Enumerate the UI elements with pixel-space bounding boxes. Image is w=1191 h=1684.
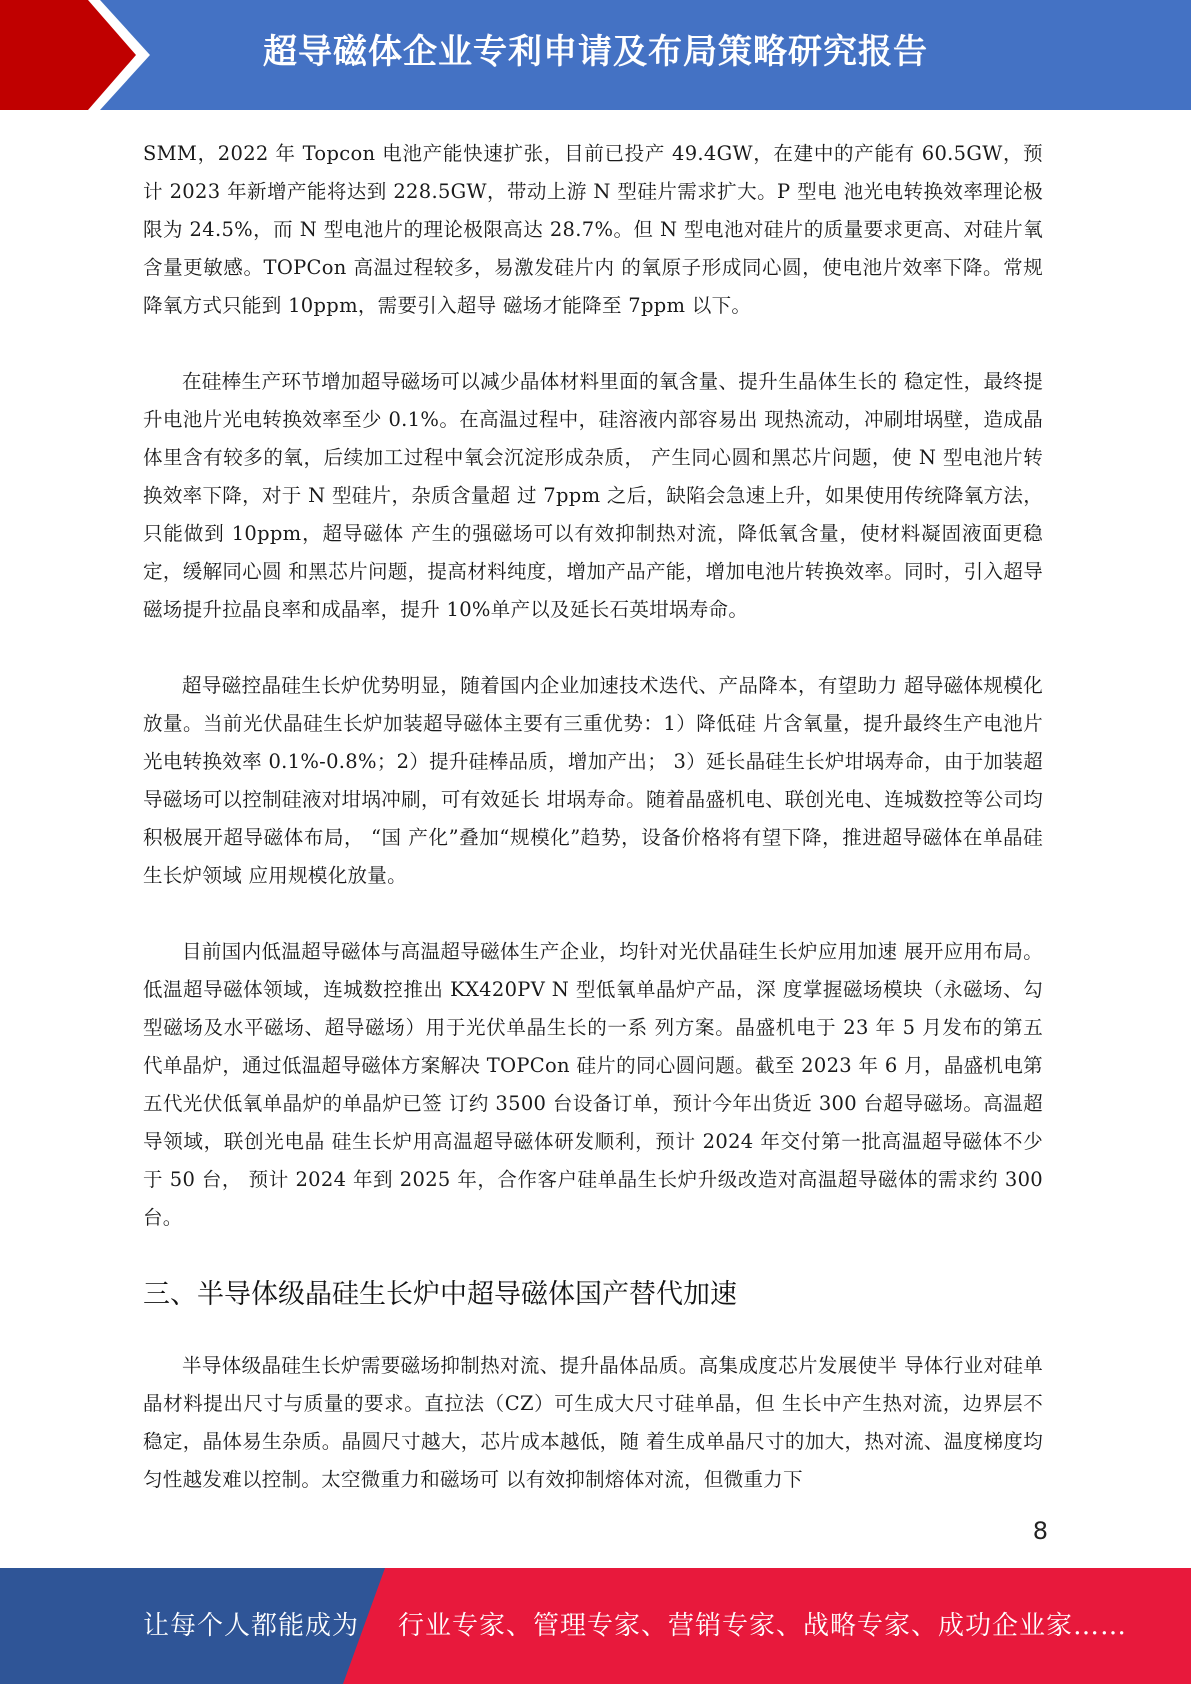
paragraph-4: 目前国内低温超导磁体与高温超导磁体生产企业，均针对光伏晶硅生长炉应用加速 展开应用布局。低温超导磁体领域，连城数控推出 KX420PV N 型低氧单晶炉产品，深 度掌握磁场模块（永磁场、勾型磁场及水平磁场、超导磁场）用于光伏单晶生长的一系 列方案。晶盛机电于 23 年 5 月发布的第五代单晶炉，通过低温超导磁体方案解决 TOPCon 硅片的同心圆问题。截至 2023 年 6 月，晶盛机电第五代光伏低氧单晶炉的单晶炉已签 订约 3500 台设备订单，预计今年出货近 300 台超导磁场。高温超导领域，联创光电晶 硅生长炉用高温超导磁体研发顺利，预计 2024 年交付第一批高温超导磁体不少于 50 台， 预计 2024 年到 2025 年，合作客户硅单晶生长炉升级改造对高温超导磁体的需求约 300 台。 xyxy=(143,940,1043,1229)
report-title: 超导磁体企业专利申请及布局策略研究报告 xyxy=(263,32,928,72)
section-paragraph: 半导体级晶硅生长炉需要磁场抑制热对流、提升晶体品质。高集成度芯片发展使半 导体行业对硅单晶材料提出尺寸与质量的要求。直拉法（CZ）可生成大尺寸硅单晶，但 生长中产生热对流，边界层不稳定，晶体易生杂质。晶圆尺寸越大，芯片成本越低，随 着生成单晶尺寸的加大，热对流、温度梯度均匀性越发难以控制。太空微重力和磁场可 以有效抑制熔体对流，但微重力下 xyxy=(143,1354,1043,1491)
footer-slogan-right: 行业专家、管理专家、营销专家、战略专家、成功企业家…… xyxy=(398,1611,1128,1641)
paragraph-2: 在硅棒生产环节增加超导磁场可以减少晶体材料里面的氧含量、提升生晶体生长的 稳定性，最终提升电池片光电转换效率至少 0.1%。在高温过程中，硅溶液内部容易出 现热流动，冲刷坩埚壁，造成晶体里含有较多的氧，后续加工过程中氧会沉淀形成杂质， 产生同心圆和黑芯片问题，使 N 型电池片转换效率下降，对于 N 型硅片，杂质含量超 过 7ppm 之后，缺陷会急速上升，如果使用传统降氧方法，只能做到 10ppm，超导磁体 产生的强磁场可以有效抑制热对流，降低氧含量，使材料凝固液面更稳定，缓解同心圆 和黑芯片问题，提高材料纯度，增加产品产能，增加电池片转换效率。同时，引入超导 磁场提升拉晶良率和成晶率，提升 10%单产以及延长石英坩埚寿命。 xyxy=(143,370,1043,621)
footer-slogan-left: 让每个人都能成为 xyxy=(143,1611,360,1641)
page-header xyxy=(0,0,1191,110)
page-number: 8 xyxy=(1032,1517,1048,1545)
section-heading: 三、半导体级晶硅生长炉中超导磁体国产替代加速 xyxy=(143,1279,737,1310)
page-footer xyxy=(0,1568,1191,1684)
paragraph-1: SMM，2022 年 Topcon 电池产能快速扩张，目前已投产 49.4GW，在建中的产能有 60.5GW，预计 2023 年新增产能将达到 228.5GW，带动上游 N 型硅片需求扩大。P 型电 池光电转换效率理论极限为 24.5%，而 N 型电池片的理论极限高达 28.7%。但 N 型电池对硅片的质量要求更高、对硅片氧含量更敏感。TOPCon 高温过程较多，易激发硅片内 的氧原子形成同心圆，使电池片效率下降。常规降氧方式只能到 10ppm，需要引入超导 磁场才能降至 7ppm 以下。 xyxy=(143,142,1044,317)
paragraph-3: 超导磁控晶硅生长炉优势明显，随着国内企业加速技术迭代、产品降本，有望助力 超导磁体规模化放量。当前光伏晶硅生长炉加装超导磁体主要有三重优势：1）降低硅 片含氧量，提升最终生产电池片光电转换效率 0.1%-0.8%；2）提升硅棒品质，增加产出； 3）延长晶硅生长炉坩埚寿命，由于加装超导磁场可以控制硅液对坩埚冲刷，可有效延长 坩埚寿命。随着晶盛机电、联创光电、连城数控等公司均积极展开超导磁体布局， “国 产化”叠加“规模化”趋势，设备价格将有望下降，推进超导磁体在单晶硅生长炉领域 应用规模化放量。 xyxy=(143,674,1043,887)
page-body xyxy=(143,135,1043,1499)
